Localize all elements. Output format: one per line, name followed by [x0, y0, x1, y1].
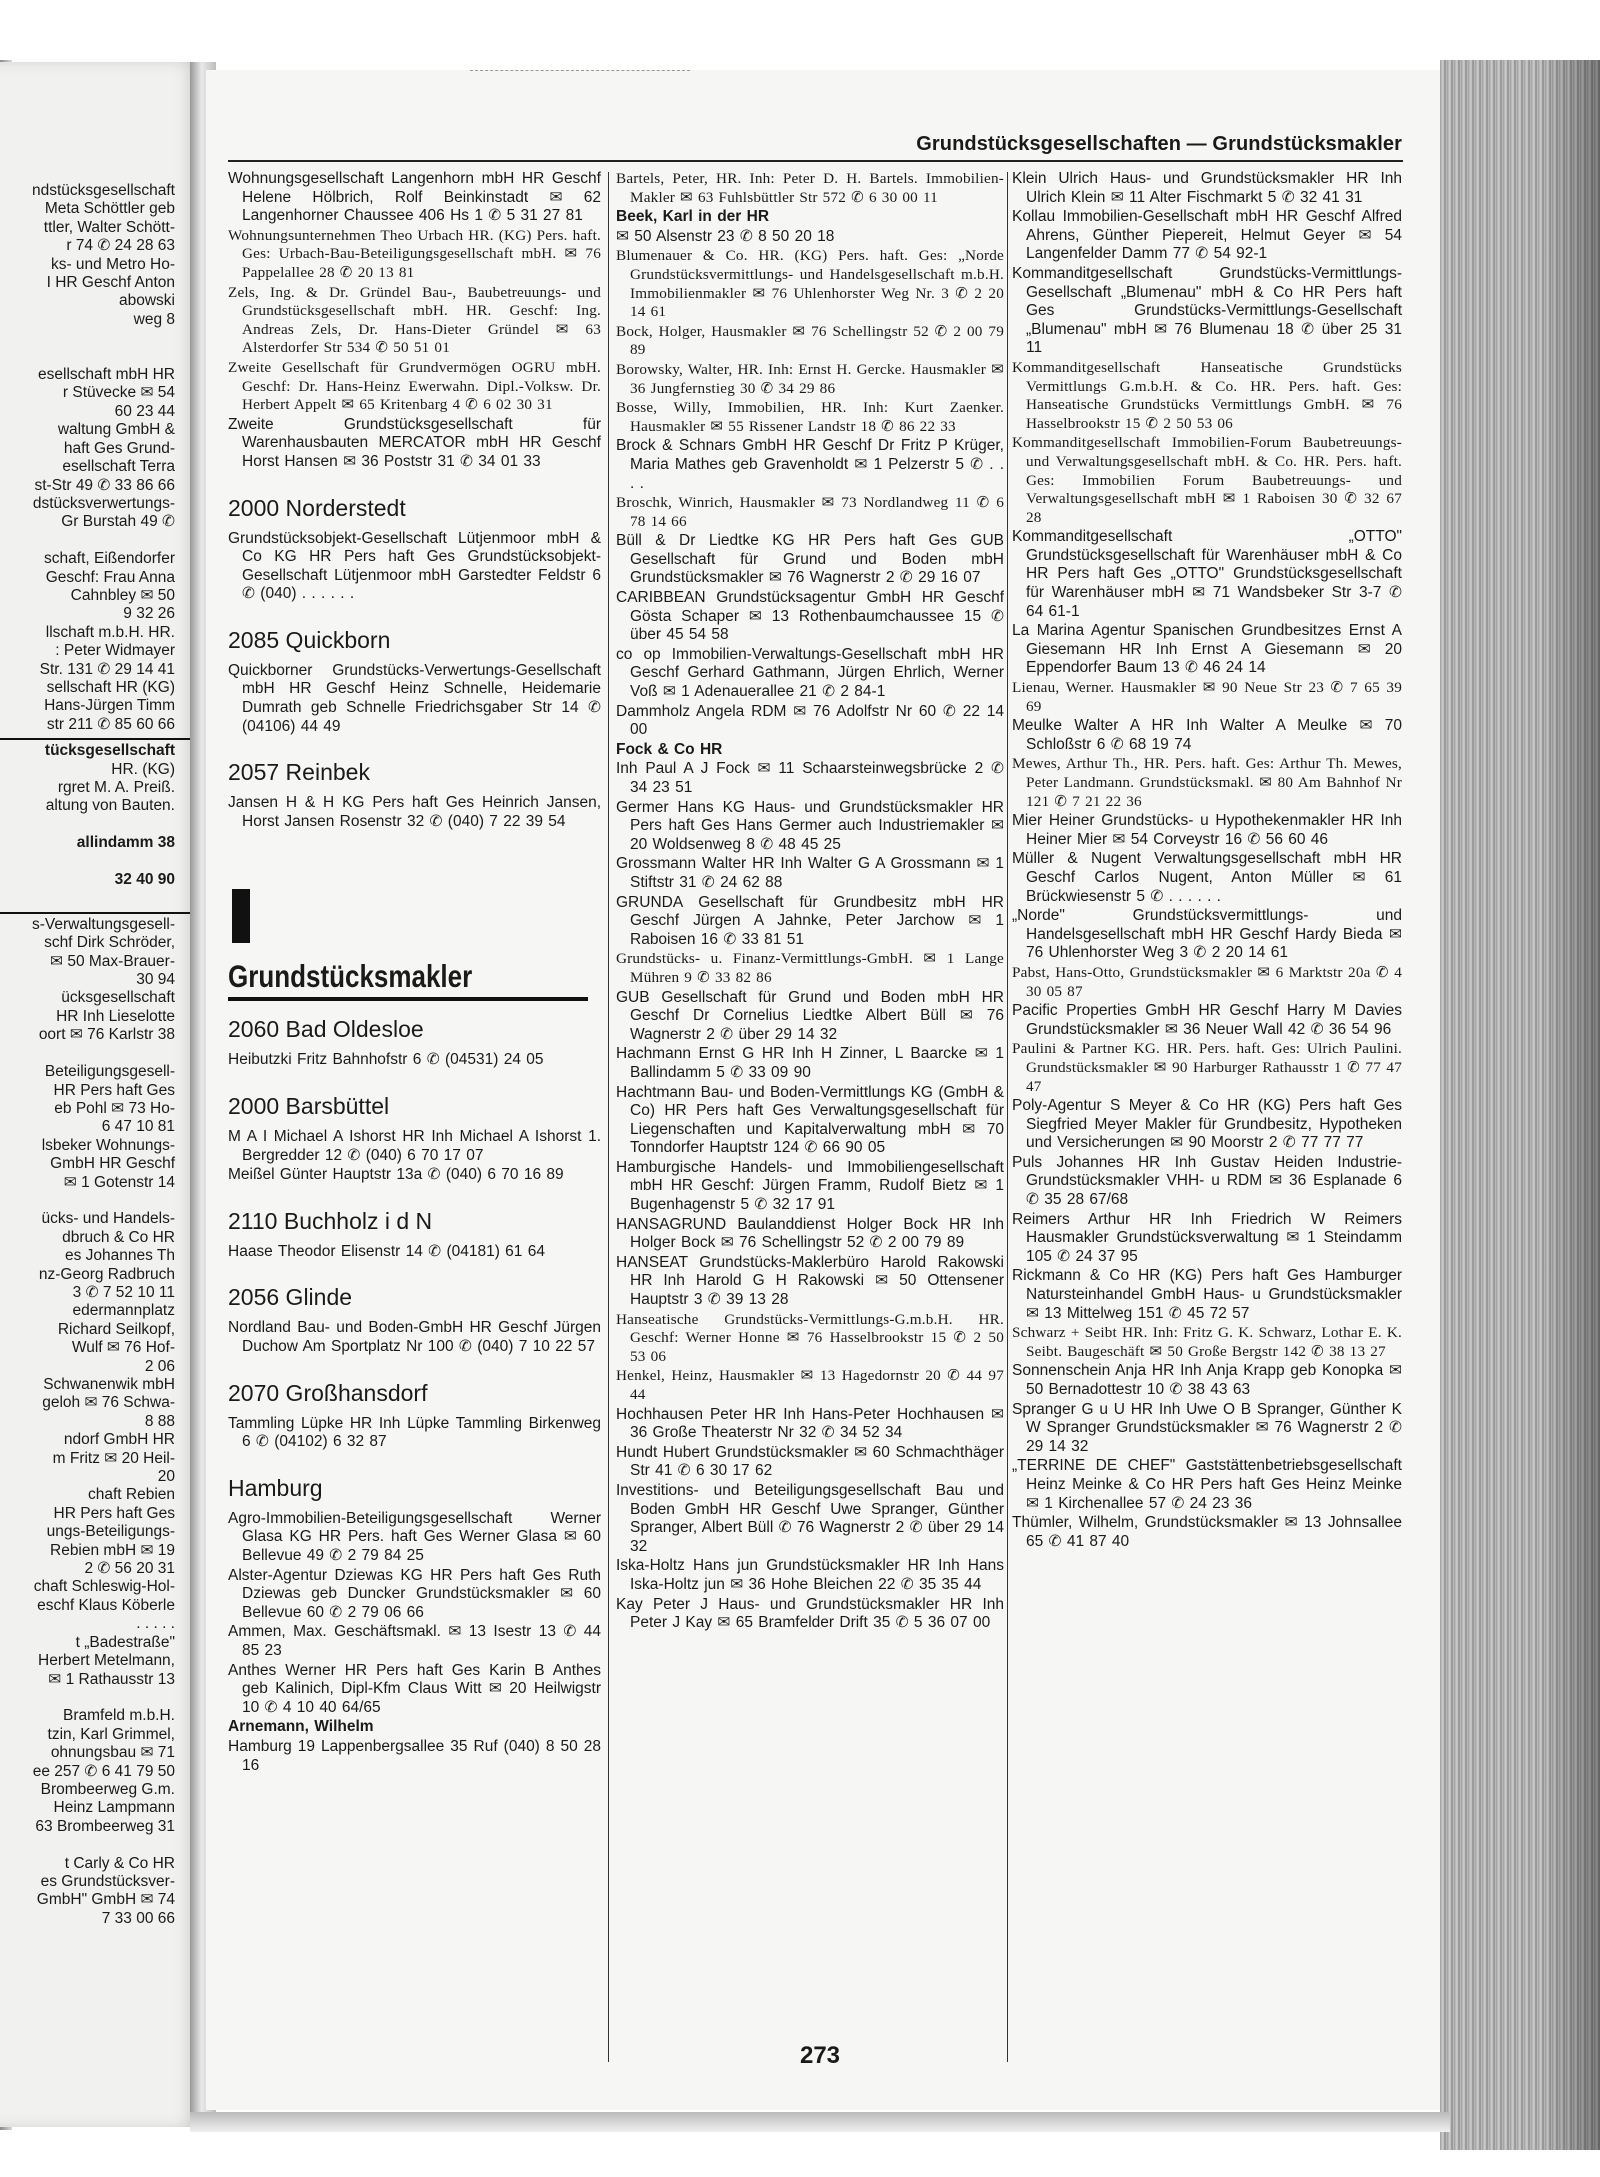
left-page-line: r Stüvecke ✉ 54	[62, 384, 175, 402]
left-page-line: r 74 ✆ 24 28 63	[66, 237, 175, 255]
directory-entry: Bosse, Willy, Immobilien, HR. Inh: Kurt Zaenker. Hausmakler ✉ 55 Rissener Landstr 18 ✆ 86 22 33	[616, 399, 1004, 435]
top-margin-marks	[470, 70, 690, 77]
directory-entry: Meulke Walter A HR Inh Walter A Meulke ✉ 70 Schloßstr 6 ✆ 68 19 74	[1012, 717, 1402, 753]
directory-entry: Anthes Werner HR Pers haft Ges Karin B Anthes geb Kalinich, Dipl-Kfm Claus Witt ✉ 20 Heilwigstr 10 ✆ 4 10 40 64/65	[228, 1661, 601, 1716]
directory-entry: Kay Peter J Haus- und Grundstücksmakler HR Inh Peter J Kay ✉ 65 Bramfelder Drift 35 ✆ 5 36 07 00	[616, 1595, 1004, 1632]
directory-entry: Paulini & Partner KG. HR. Pers. haft. Ges: Ulrich Paulini. Grundstücksmakler ✉ 90 Harburger Rathausstr 1 ✆ 77 47 47	[1012, 1040, 1402, 1095]
left-page-line: 60 23 44	[114, 402, 175, 420]
directory-entry: Henkel, Heinz, Hausmakler ✉ 13 Hagedornstr 20 ✆ 44 97 44	[616, 1367, 1004, 1403]
left-page-line: dstücksverwertungs-	[32, 494, 175, 512]
left-page-line: nz-Georg Radbruch	[38, 1265, 175, 1283]
left-page-line: HR. (KG)	[111, 760, 175, 778]
left-page-line: HR Inh Lieselotte	[56, 1007, 175, 1025]
directory-entry: Mewes, Arthur Th., HR. Pers. haft. Ges: Arthur Th. Mewes, Peter Landmann. Grundstücksmakl. ✉ 80 Am Bahnhof Nr 121 ✆ 7 21 22 36	[1012, 755, 1402, 810]
left-page-line: ee 257 ✆ 6 41 79 50	[32, 1762, 175, 1780]
left-page-line: sellschaft HR (KG)	[46, 678, 175, 696]
directory-entry: Ammen, Max. Geschäftsmakl. ✉ 13 Isestr 13 ✆ 44 85 23	[228, 1623, 601, 1659]
left-page-line: ohnungsbau ✉ 71	[50, 1744, 175, 1762]
directory-entry: Kommanditgesellschaft Hanseatische Grundstücks Vermittlungs G.m.b.H. & Co. HR. Pers. haft. Ges: Hanseatische Grundstücks Vermittlungs GmbH. ✉ 76 Hasselbrookstr 15 ✆ 2 50 53 06	[1012, 358, 1402, 432]
left-page-line: altung von Bauten.	[45, 797, 175, 815]
directory-entry: Fock & Co HR	[616, 740, 723, 758]
left-page-line: Geschf: Frau Anna	[45, 568, 175, 586]
directory-entry: Thümler, Wilhelm, Grundstücksmakler ✉ 13 Johnsallee 65 ✆ 41 87 40	[1012, 1514, 1402, 1550]
left-page-line: weg 8	[133, 310, 175, 328]
left-page-line: 9 32 26	[123, 605, 175, 623]
left-page-line: allindamm 38	[76, 834, 175, 852]
directory-entry: Reimers Arthur HR Inh Friedrich W Reimers Hausmakler Grundstücksverwaltung ✉ 1 Steindamm 105 ✆ 24 37 95	[1012, 1210, 1402, 1265]
directory-entry: Beek, Karl in der HR	[616, 208, 770, 226]
left-page-line: tücksgesellschaft	[0, 738, 205, 760]
directory-entry: Quickborner Grundstücks-Verwertungs-Gesellschaft mbH HR Geschf Heinz Schnelle, Heidemarie Dumrath geb Schnelle Friedrichsgaber Str 14 ✆ (04106) 44 49	[228, 661, 601, 735]
directory-entry: Germer Hans KG Haus- und Grundstücksmakler HR Pers haft Ges Hans Germer auch Industriemakler ✉ 20 Woldsenweg 8 ✆ 48 45 25	[616, 798, 1004, 853]
left-page-line: ndstücksgesellschaft	[31, 182, 175, 199]
left-page-line: st-Str 49 ✆ 33 86 66	[34, 476, 175, 494]
left-page-line: GmbH HR Geschf	[50, 1155, 175, 1173]
left-page-line: esellschaft Terra	[62, 458, 175, 476]
left-page-line: 3 ✆ 7 52 10 11	[72, 1283, 175, 1301]
left-page-line: Str. 131 ✆ 29 14 41	[39, 660, 175, 678]
left-page-line: Meta Schöttler geb	[44, 200, 175, 218]
directory-entry: Kommanditgesellschaft „OTTO" Grundstücksgesellschaft für Warenhäuser mbH & Co HR Pers haft Ges „OTTO" Grundstücksgesellschaft für Warenhäuser mbH ✉ 71 Wandsbeker Str 3-7 ✆ 64 61-1	[1012, 528, 1402, 620]
left-page-line: dbruch & Co HR	[62, 1228, 175, 1246]
left-page-line: ungs-Beteiligungs-	[46, 1523, 175, 1541]
directory-entry: Grossmann Walter HR Inh Walter G A Grossmann ✉ 1 Stiftstr 31 ✆ 24 62 88	[616, 855, 1004, 891]
left-page-line	[0, 1689, 205, 1707]
directory-entry: Spranger G u U HR Inh Uwe O B Spranger, Günther K W Spranger Grundstücksmakler ✉ 76 Wagnerstr 2 ✆ 29 14 32	[1012, 1400, 1402, 1455]
left-page-line	[0, 816, 205, 834]
directory-entry: Grundstücksobjekt-Gesellschaft Lütjenmoor mbH & Co KG HR Pers haft Ges Grundstücksobjekt-Gesellschaft Lütjenmoor mbH Garstedter Feldstr 6 ✆ (040) . . . . . .	[228, 529, 601, 603]
directory-entry: Inh Paul A J Fock ✉ 11 Schaarsteinwegsbrücke 2 ✆ 34 23 51	[616, 760, 1004, 796]
left-page-line: I HR Geschf Anton	[46, 274, 175, 292]
directory-entry: Alster-Agentur Dziewas KG HR Pers haft Ges Ruth Dziewas geb Duncker Grundstücksmakler ✉ 60 Bellevue 60 ✆ 2 79 06 66	[228, 1566, 601, 1621]
left-page-line: haft Ges Grund-	[63, 439, 175, 457]
directory-entry: Hachtmann Bau- und Boden-Vermittlungs KG (GmbH & Co) HR Pers haft Ges Verwaltungsgesellschaft für Liegenschaften und Kapitalverwaltung mbH ✉ 70 Tonndorfer Hauptstr 124 ✆ 66 90 05	[616, 1083, 1004, 1157]
left-page-line: s-Verwaltungsgesell-	[0, 912, 205, 934]
left-page-line: Rebien mbH ✉ 19	[50, 1541, 175, 1559]
directory-entry: Brock & Schnars GmbH HR Geschf Dr Fritz P Krüger, Maria Mathes geb Gravenholdt ✉ 1 Pelzerstr 5 ✆ . . . .	[616, 437, 1004, 492]
directory-entry: Müller & Nugent Verwaltungsgesellschaft mbH HR Geschf Carlos Nugent, Anton Müller ✉ 61 Brückwiesenstr 5 ✆ . . . . . .	[1012, 850, 1402, 905]
left-page-line: ndorf GmbH HR	[63, 1431, 175, 1449]
left-page-line: Herbert Metelmann,	[38, 1652, 175, 1670]
running-header: Grundstücksgesellschaften — Grundstücksmakler	[916, 133, 1402, 155]
left-page-line: edermannplatz	[72, 1302, 175, 1320]
directory-entry: HANSAGRUND Baulanddienst Holger Bock HR Inh Holger Bock ✉ 76 Schellingstr 52 ✆ 2 00 79 89	[616, 1215, 1004, 1252]
left-page-line	[0, 348, 205, 366]
directory-entry: „Norde" Grundstücksvermittlungs- und Handelsgesellschaft mbH HR Geschf Hardy Bieda ✉ 76 Uhlenhorster Weg 3 ✆ 2 20 14 61	[1012, 907, 1402, 962]
city-heading: 2110 Buchholz i d N	[228, 1207, 433, 1234]
left-page-line: chaft Schleswig-Hol-	[33, 1578, 175, 1596]
directory-entry: Heibutzki Fritz Bahnhofstr 6 ✆ (04531) 24 05	[228, 1051, 544, 1069]
directory-entry: Nordland Bau- und Boden-GmbH HR Geschf Jürgen Duchow Am Sportplatz Nr 100 ✆ (040) 7 10 22 57	[228, 1319, 601, 1355]
left-page-line: ücks- und Handels-	[41, 1210, 175, 1228]
left-page-line	[0, 1836, 205, 1854]
left-page-line: llschaft m.b.H. HR.	[45, 623, 175, 641]
directory-entry: Broschk, Winrich, Hausmakler ✉ 73 Nordlandweg 11 ✆ 6 78 14 66	[616, 494, 1004, 530]
section-rule	[228, 997, 588, 1001]
left-page-line: 2 ✆ 56 20 31	[84, 1560, 175, 1578]
left-page-line: Wulf ✉ 76 Hof-	[71, 1339, 175, 1357]
directory-entry: Klein Ulrich Haus- und Grundstücksmakler HR Inh Ulrich Klein ✉ 11 Alter Fischmarkt 5 ✆ 32 41 31	[1012, 170, 1402, 206]
column-divider	[1007, 172, 1008, 2062]
left-page-line: abowski	[119, 292, 175, 310]
directory-entry: Agro-Immobilien-Beteiligungsgesellschaft Werner Glasa KG HR Pers. haft Ges Werner Glasa ✉ 60 Bellevue 49 ✆ 2 79 84 25	[228, 1509, 601, 1564]
directory-entry: co op Immobilien-Verwaltungs-Gesellschaft mbH HR Geschf Gerhard Gathmann, Jürgen Ehrlich, Werner Voß ✉ 1 Adenauerallee 21 ✆ 2 84-1	[616, 645, 1004, 701]
left-page-line: Hans-Jürgen Timm	[44, 697, 175, 715]
city-heading: 2057 Reinbek	[228, 759, 370, 786]
directory-entry: Borowsky, Walter, HR. Inh: Ernst H. Gercke. Hausmakler ✉ 36 Jungfernstieg 30 ✆ 34 29 86	[616, 360, 1004, 397]
city-heading: Hamburg	[228, 1474, 323, 1501]
left-page-line: ✉ 1 Gotenstr 14	[63, 1173, 175, 1191]
left-page-line: Cahnbley ✉ 50	[70, 586, 175, 604]
left-page-line	[0, 532, 205, 550]
directory-entry: Bock, Holger, Hausmakler ✉ 76 Schellingstr 52 ✆ 2 00 79 89	[616, 322, 1004, 359]
directory-entry: Lienau, Werner. Hausmakler ✉ 90 Neue Str 23 ✆ 7 65 39 69	[1012, 679, 1402, 715]
section-title: Grundstücksmakler	[228, 958, 473, 995]
directory-entry: Hachmann Ernst G HR Inh H Zinner, L Baarcke ✉ 1 Ballindamm 5 ✆ 33 09 90	[616, 1045, 1004, 1081]
left-page-line	[0, 889, 205, 907]
directory-entry: Grundstücks- u. Finanz-Vermittlungs-GmbH. ✉ 1 Lange Mühren 9 ✆ 33 82 86	[616, 950, 1004, 986]
directory-entry: „TERRINE DE CHEF" Gaststättenbetriebsgesellschaft Heinz Meinke & Co HR Pers haft Ges Heinz Meinke ✉ 1 Kirchenallee 57 ✆ 24 23 36	[1012, 1457, 1402, 1512]
directory-entry: Pacific Properties GmbH HR Geschf Harry M Davies Grundstücksmakler ✉ 36 Neuer Wall 42 ✆ 36 54 96	[1012, 1002, 1402, 1038]
column-2	[616, 170, 1004, 1634]
left-page-line: Beteiligungsgesell-	[44, 1063, 175, 1081]
left-page-line: : Peter Widmayer	[55, 642, 175, 660]
directory-entry: Kollau Immobilien-Gesellschaft mbH HR Geschf Alfred Ahrens, Günther Piepereit, Helmut Geyer ✉ 54 Langenfelder Damm 77 ✆ 54 92-1	[1012, 208, 1402, 263]
left-page-line: chaft Rebien	[87, 1486, 175, 1504]
column-1	[228, 170, 601, 1776]
left-page-line: Brombeerweg G.m.	[40, 1780, 175, 1798]
left-page-line: waltung GmbH &	[57, 421, 175, 439]
left-page-line: 30 94	[136, 971, 175, 989]
left-page-line	[0, 329, 205, 347]
left-page-line	[0, 1192, 205, 1210]
left-page-line: oort ✉ 76 Karlstr 38	[38, 1026, 175, 1044]
left-page-line: m Fritz ✉ 20 Heil-	[52, 1449, 175, 1467]
city-heading: 2000 Barsbüttel	[228, 1093, 390, 1120]
left-page-line: schaft, Eißendorfer	[44, 550, 175, 568]
left-page-line: HR Pers haft Ges	[53, 1504, 175, 1522]
header-rule	[228, 160, 1403, 162]
directory-entry: Hanseatische Grundstücks-Vermittlungs-G.m.b.H. HR. Geschf: Werner Honne ✉ 76 Hasselbrookstr 15 ✆ 2 50 53 06	[616, 1310, 1004, 1365]
left-page-line: Gr Burstah 49 ✆	[61, 513, 175, 531]
directory-entry: Kommanditgesellschaft Immobilien-Forum Baubetreuungs- und Verwaltungsgesellschaft mbH. & Co. HR. Pers. haft. Ges: Immobilien Forum Baubetreuungs- und Verwaltungsgesellschaft mbH ✉ 1 Raboisen 30 ✆ 32 67 28	[1012, 434, 1402, 526]
directory-entry: M A I Michael A Ishorst HR Inh Michael A Ishorst 1. Bergredder 12 ✆ (040) 6 70 17 07	[228, 1128, 601, 1164]
left-page-line: ✉ 1 Rathausstr 13	[48, 1670, 175, 1688]
left-page-line: Richard Seilkopf,	[57, 1320, 175, 1338]
left-page-line: es Johannes Th	[64, 1247, 175, 1265]
directory-entry: Poly-Agentur S Meyer & Co HR (KG) Pers haft Ges Siegfried Meyer Makler für Grundbesitz, Hypotheken und Versicherungen ✉ 90 Moorstr 2 ✆ 77 77 77	[1012, 1097, 1402, 1152]
directory-entry: Wohnungsgesellschaft Langenhorn mbH HR Geschf Helene Hölbrich, Rolf Beinkinstadt ✉ 62 Langenhorner Chaussee 406 Hs 1 ✆ 5 31 27 81	[228, 170, 601, 225]
city-heading: 2070 Großhansdorf	[228, 1379, 428, 1406]
left-page-line: Schwanenwik mbH	[43, 1376, 175, 1393]
left-page-line: schf Dirk Schröder,	[44, 934, 175, 952]
left-page-line: 8 88	[144, 1412, 175, 1430]
directory-entry: Blumenauer & Co. HR. (KG) Pers. haft. Ges: „Norde Grundstücksvermittlungs- und Handelsgesellschaft m.b.H. Immobilienmakler ✉ 76 Uhlenhorster Weg Nr. 3 ✆ 2 20 14 61	[616, 247, 1004, 321]
left-page-line: t „Badestraße"	[75, 1633, 175, 1651]
directory-entry: Zels, Ing. & Dr. Gründel Bau-, Baubetreuungs- und Grundstücksgesellschaft mbH. HR. Geschf: Ing. Andreas Zels, Dr. Hans-Dieter Gründel ✉ 63 Alsterdorfer Str 534 ✆ 50 51 01	[228, 283, 601, 357]
directory-entry: Haase Theodor Elisenstr 14 ✆ (04181) 61 64	[228, 1242, 545, 1260]
column-divider	[608, 172, 609, 2062]
left-page-line: ücksgesellschaft	[61, 989, 175, 1007]
directory-entry: Puls Johannes HR Inh Gustav Heiden Industrie-Grundstücksmakler VHH- u RDM ✉ 36 Esplanade 6 ✆ 35 28 67/68	[1012, 1153, 1402, 1209]
directory-entry: Zweite Gesellschaft für Grundvermögen OGRU mbH. Geschf: Dr. Hans-Heinz Ewerwahn. Dipl.-Volksw. Dr. Herbert Appelt ✉ 65 Kritenbarg 4 ✆ 6 02 30 31	[228, 358, 601, 414]
left-page-line: 7 33 00 66	[101, 1909, 175, 1927]
directory-entry: Tammling Lüpke HR Inh Lüpke Tammling Birkenweg 6 ✆ (04102) 6 32 87	[228, 1414, 601, 1451]
left-page-line: 32 40 90	[114, 871, 175, 889]
left-page-line: Heinz Lampmann	[53, 1799, 175, 1817]
left-page-line: eb Pohl ✉ 73 Ho-	[54, 1099, 175, 1117]
left-page-line	[0, 1045, 205, 1063]
directory-entry: HANSEAT Grundstücks-Maklerbüro Harold Rakowski HR Inh Harold G H Rakowski ✉ 50 Ottensener Hauptstr 3 ✆ 39 13 28	[616, 1253, 1004, 1309]
left-page-line: Bramfeld m.b.H.	[63, 1707, 175, 1725]
left-page-line: geloh ✉ 76 Schwa-	[42, 1394, 175, 1412]
directory-entry: Dammholz Angela RDM ✉ 76 Adolfstr Nr 60 ✆ 22 14 00	[616, 702, 1004, 739]
directory-entry: Iska-Holtz Hans jun Grundstücksmakler HR Inh Hans Iska-Holtz jun ✉ 36 Hohe Bleichen 22 ✆ 35 35 44	[616, 1557, 1004, 1593]
directory-entry: Hamburgische Handels- und Immobiliengesellschaft mbH HR Geschf: Jürgen Framm, Rudolf Bietz ✉ 1 Bugenhagenstr 5 ✆ 32 17 91	[616, 1158, 1004, 1214]
city-heading: 2056 Glinde	[228, 1284, 353, 1311]
directory-entry: Meißel Günter Hauptstr 13a ✆ (040) 6 70 16 89	[228, 1166, 564, 1184]
bottom-page-shadow	[190, 2112, 1450, 2132]
left-page-line: rgret M. A. Preiß.	[57, 779, 175, 796]
directory-entry: Zweite Grundstücksgesellschaft für Warenhausbauten MERCATOR mbH HR Geschf Horst Hansen ✉ 36 Poststr 31 ✆ 34 01 33	[228, 415, 601, 470]
directory-entry: Investitions- und Beteiligungsgesellschaft Bau und Boden GmbH HR Geschf Uwe Spranger, Günther Spranger, Albert Büll ✆ 76 Wagnerstr 2 ✆ über 29 14 32	[616, 1481, 1004, 1555]
directory-entry: Hundt Hubert Grundstücksmakler ✉ 60 Schmachthäger Str 41 ✆ 6 30 17 62	[616, 1443, 1004, 1480]
directory-entry: Pabst, Hans-Otto, Grundstücksmakler ✉ 6 Marktstr 20a ✆ 4 30 05 87	[1012, 963, 1402, 1000]
left-page-line: esellschaft mbH HR	[38, 366, 175, 384]
left-page-line: 20	[157, 1468, 175, 1486]
city-heading: 2060 Bad Oldesloe	[228, 1016, 424, 1043]
directory-entry: Schwarz + Seibt HR. Inh: Fritz G. K. Schwarz, Lothar E. K. Seibt. Baugeschäft ✉ 50 Große Bergstr 142 ✆ 38 13 27	[1012, 1324, 1402, 1360]
directory-entry: Kommanditgesellschaft Grundstücks-Vermittlungs-Gesellschaft „Blumenau" mbH & Co HR Pers haft Ges Grundstücks-Vermittlungs-Gesellschaft „Blumenau" mbH ✉ 76 Blumenau 18 ✆ über 25 31 11	[1012, 264, 1402, 357]
directory-entry: GRUNDA Gesellschaft für Grundbesitz mbH HR Geschf Jürgen A Jahnke, Peter Jarchow ✉ 1 Raboisen 16 ✆ 33 81 51	[616, 893, 1004, 948]
left-page-text	[0, 182, 205, 1928]
left-page-line: lsbeker Wohnungs-	[41, 1136, 175, 1154]
directory-entry: Wohnungsunternehmen Theo Urbach HR. (KG) Pers. haft. Ges: Urbach-Bau-Beteiligungsgesellschaft mbH. ✉ 76 Pappelallee 28 ✆ 20 13 81	[228, 226, 601, 281]
directory-entry: Jansen H & H KG Pers haft Ges Heinrich Jansen, Horst Jansen Rosenstr 32 ✆ (040) 7 22 39 54	[228, 794, 601, 830]
directory-entry: Bartels, Peter, HR. Inh: Peter D. H. Bartels. Immobilien-Makler ✉ 63 Fuhlsbüttler Str 572 ✆ 6 30 00 11	[616, 170, 1004, 206]
left-page-line: eschf Klaus Köberle	[37, 1596, 175, 1614]
left-page-line: 63 Brombeerweg 31	[35, 1817, 175, 1835]
directory-entry: Sonnenschein Anja HR Inh Anja Krapp geb Konopka ✉ 50 Bernadottestr 10 ✆ 38 43 63	[1012, 1362, 1402, 1398]
left-page-line: . . . . .	[136, 1615, 175, 1633]
left-page-line: str 211 ✆ 85 60 66	[46, 715, 175, 733]
directory-entry: Hamburg 19 Lappenbergsallee 35 Ruf (040) 8 50 28 16	[228, 1737, 601, 1774]
directory-entry: Arnemann, Wilhelm	[228, 1718, 374, 1736]
directory-entry: CARIBBEAN Grundstücksagentur GmbH HR Geschf Gösta Schaper ✉ 13 Rothenbaumchaussee 15 ✆ über 45 54 58	[616, 589, 1004, 644]
left-page-line: es Grundstücksver-	[40, 1872, 175, 1890]
directory-entry: ✉ 50 Alsenstr 23 ✆ 8 50 20 18	[616, 227, 835, 245]
column-3	[1012, 170, 1402, 1552]
left-page-line: t Carly & Co HR	[64, 1854, 175, 1872]
directory-entry: Rickmann & Co HR (KG) Pers haft Ges Hamburger Natursteinhandel GmbH Haus- u Grundstücksmakler ✉ 13 Mittelweg 151 ✆ 45 72 57	[1012, 1267, 1402, 1322]
directory-entry: La Marina Agentur Spanischen Grundbesitzes Ernst A Giesemann HR Inh Ernst A Giesemann ✉ 20 Eppendorfer Baum 13 ✆ 46 24 14	[1012, 622, 1402, 677]
city-heading: 2000 Norderstedt	[228, 494, 406, 521]
page-number: 273	[799, 2042, 841, 2069]
left-page-line: ks- und Metro Ho-	[50, 255, 175, 273]
directory-entry: Mier Heiner Grundstücks- u Hypothekenmakler HR Inh Heiner Mier ✉ 54 Corveystr 16 ✆ 56 60 46	[1012, 812, 1402, 848]
left-page-line: HR Pers haft Ges	[53, 1081, 175, 1099]
directory-entry: Hochhausen Peter HR Inh Hans-Peter Hochhausen ✉ 36 Große Theaterstr Nr 32 ✆ 34 52 34	[616, 1405, 1004, 1442]
left-page-line: ttler, Walter Schött-	[43, 218, 175, 236]
left-page-line: GmbH" GmbH ✉ 74	[36, 1891, 175, 1909]
city-heading: 2085 Quickborn	[228, 626, 391, 653]
left-page-line: 6 47 10 81	[101, 1118, 175, 1136]
left-page-line	[0, 853, 205, 871]
left-page	[0, 62, 205, 2127]
directory-entry: GUB Gesellschaft für Grund und Boden mbH HR Geschf Dr Cornelius Liedtke Albert Büll ✉ 76 Wagnerstr 2 ✆ über 29 14 32	[616, 988, 1004, 1043]
left-page-line: tzin, Karl Grimmel,	[47, 1725, 175, 1743]
directory-entry: Büll & Dr Liedtke KG HR Pers haft Ges GUB Gesellschaft für Grund und Boden mbH Grundstücksmakler ✉ 76 Wagnerstr 2 ✆ 29 16 07	[616, 532, 1004, 587]
left-page-line: 2 06	[144, 1357, 175, 1375]
section-marker	[232, 889, 250, 943]
left-page-line: ✉ 50 Max-Brauer-	[50, 952, 175, 970]
book-page-edges	[1440, 60, 1600, 2150]
